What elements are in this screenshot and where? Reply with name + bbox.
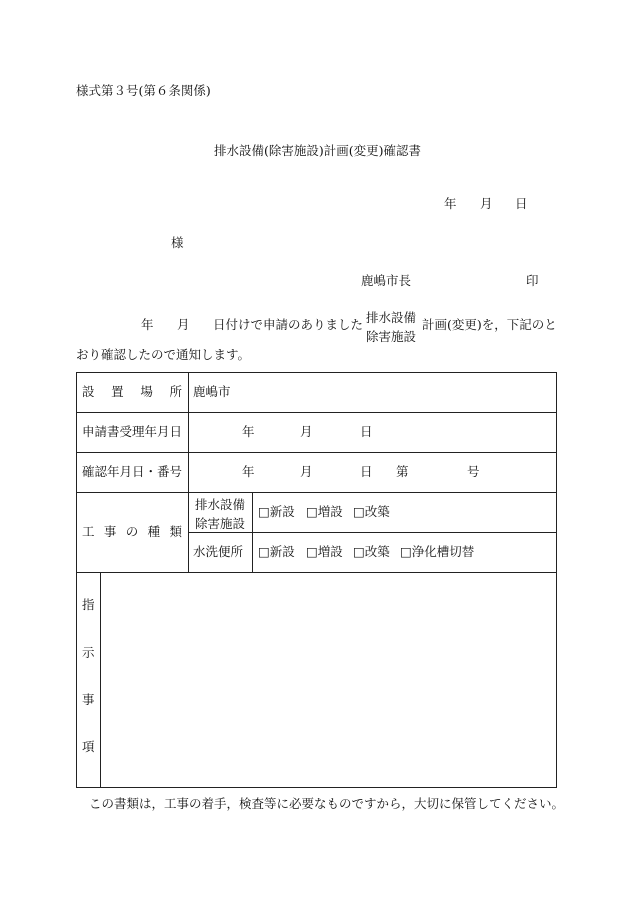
confirm-number-suffix: 号: [467, 464, 480, 479]
form-number: 様式第３号(第６条関係): [76, 83, 211, 98]
checkbox-rebuild-drain[interactable]: □改築: [353, 504, 390, 519]
row-divider: [76, 572, 557, 573]
issuer-name: 鹿嶋市長: [361, 273, 412, 288]
instructions-label-char: 示: [82, 645, 95, 660]
location-label: 設 置 場 所: [82, 384, 182, 399]
drain-label-line2: 除害施設: [194, 516, 245, 531]
received-date-label: 申請書受理年月日: [82, 424, 183, 439]
date-day-unit: 日: [515, 196, 528, 211]
document-title: 排水設備(除害施設)計画(変更)確認書: [214, 143, 422, 158]
received-month-unit: 月: [300, 424, 313, 439]
received-year-unit: 年: [242, 424, 255, 439]
confirm-number-prefix: 第: [396, 464, 409, 479]
instructions-label-char: 指: [82, 597, 95, 612]
date-month-unit: 月: [480, 196, 493, 211]
checkbox-new-toilet[interactable]: □新設: [258, 544, 295, 559]
intro-type-line2: 除害施設: [365, 329, 416, 344]
row-divider: [76, 452, 557, 453]
intro-month-unit: 月: [177, 317, 190, 332]
confirm-month-unit: 月: [300, 464, 313, 479]
checkbox-expand-drain[interactable]: □増設: [306, 504, 343, 519]
intro-year-unit: 年: [141, 317, 154, 332]
checkbox-rebuild-toilet[interactable]: □改築: [353, 544, 390, 559]
footer-note: この書類は，工事の着手，検査等に必要なものですから，大切に保管してください。: [89, 796, 565, 811]
intro-text-line2: おり確認したので通知します。: [76, 347, 251, 362]
drain-label-line1: 排水設備: [194, 497, 245, 512]
location-value: 鹿嶋市: [193, 384, 231, 399]
addressee-suffix: 様: [171, 235, 184, 250]
row-divider: [76, 412, 557, 413]
confirm-day-unit: 日: [360, 464, 373, 479]
instructions-content: [106, 580, 550, 780]
confirm-date-number-label: 確認年月日・番号: [82, 464, 183, 479]
confirm-year-unit: 年: [242, 464, 255, 479]
work-type-label: 工 事 の 種 類: [82, 524, 182, 539]
checkbox-septic-switch[interactable]: □浄化槽切替: [400, 544, 475, 559]
intro-text-post: 計画(変更)を，下記のと: [422, 317, 557, 332]
checkbox-expand-toilet[interactable]: □増設: [306, 544, 343, 559]
date-year-unit: 年: [444, 196, 457, 211]
seal-mark: 印: [526, 273, 539, 288]
intro-type-line1: 排水設備: [365, 310, 416, 325]
subtype-column-divider: [252, 492, 253, 572]
drain-facility-label: [191, 495, 249, 533]
label-column-divider: [188, 372, 189, 572]
instructions-column-divider: [100, 572, 101, 788]
instructions-label-char: 項: [82, 739, 95, 754]
received-day-unit: 日: [360, 424, 373, 439]
checkbox-new-drain[interactable]: □新設: [258, 504, 295, 519]
instructions-label-char: 事: [82, 692, 95, 707]
intro-facility-type: [364, 308, 418, 346]
flush-toilet-label: 水洗便所: [193, 544, 244, 559]
intro-text-pre: 日付けで申請のありました: [213, 317, 364, 332]
row-divider: [76, 492, 557, 493]
